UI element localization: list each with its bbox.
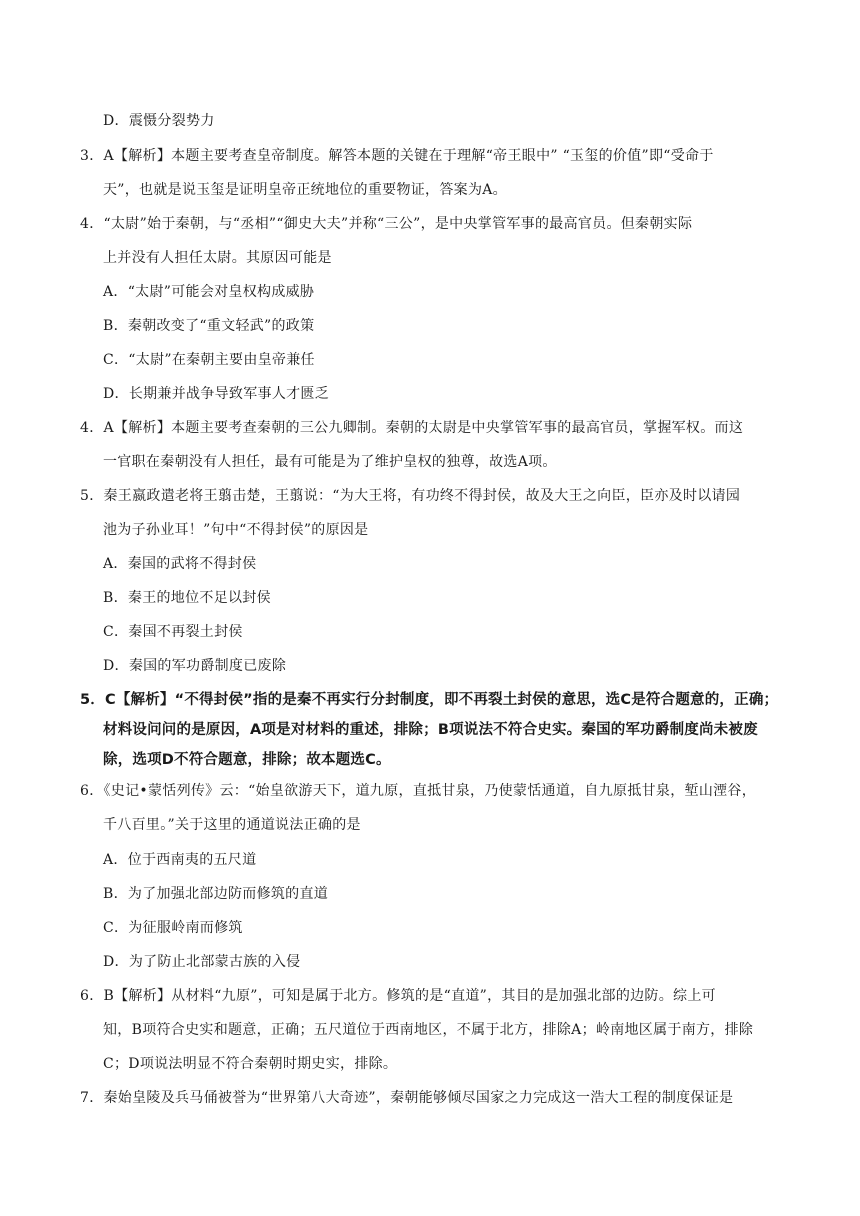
- text-line: 材料设问问的是原因，A项是对材料的重述，排除；B项说法不符合史实。秦国的军功爵制度尚未被废: [103, 722, 758, 738]
- question-stem: 4．“太尉”始于秦朝，与“丞相”“御史大夫”并称“三公”，是中央掌管军事的最高官员。但秦朝实际: [80, 216, 693, 232]
- question-stem: 上并没有人担任太尉。其原因可能是: [103, 250, 332, 266]
- text-line: 除，选项D不符合题意，排除；故本题选C。: [103, 752, 391, 768]
- question-stem: 6．《史记•蒙恬列传》云：“始皇欲游天下，道九原，直抵甘泉，乃使蒙恬通道，自九原抵甘泉，堑山湮谷，: [80, 783, 757, 799]
- option-a: A．位于西南夷的五尺道: [103, 852, 257, 868]
- text-line: 4．A【解析】本题主要考查秦朝的三公九卿制。秦朝的太尉是中央掌管军事的最高官员，掌握军权。而这: [80, 420, 744, 436]
- text-line: 6．B【解析】从材料“九原”，可知是属于北方。修筑的是“直道”，其目的是加强北部的边防。综上可: [80, 988, 716, 1004]
- option-c: C．“太尉”在秦朝主要由皇帝兼任: [103, 352, 315, 368]
- option-a: A．秦国的武将不得封侯: [103, 556, 257, 572]
- text-line: 天”，也就是说玉玺是证明皇帝正统地位的重要物证，答案为A。: [103, 182, 507, 198]
- text-line: 3．A【解析】本题主要考查皇帝制度。解答本题的关键在于理解“帝王眼中” “玉玺的价值”即“受命于: [80, 148, 714, 164]
- option-b: B．为了加强北部边防而修筑的直道: [103, 886, 329, 902]
- question-stem: 5．秦王嬴政遣老将王翦击楚，王翦说：“为大王将，有功终不得封侯，故及大王之向臣，臣亦及时以请园: [80, 488, 741, 504]
- text-line: 一官职在秦朝没有人担任，最有可能是为了维护皇权的独尊，故选A项。: [103, 454, 557, 470]
- text-line: 知，B项符合史实和题意，正确；五尺道位于西南地区，不属于北方，排除A；岭南地区属于南方，排除: [103, 1022, 754, 1038]
- option-c: C．秦国不再裂土封侯: [103, 624, 243, 640]
- question-stem: 千八百里。”关于这里的通道说法正确的是: [103, 817, 361, 833]
- option-a: A．“太尉”可能会对皇权构成威胁: [103, 284, 315, 300]
- option-b: B．秦朝改变了“重文轻武”的政策: [103, 318, 315, 334]
- option-b: B．秦王的地位不足以封侯: [103, 590, 271, 606]
- option-c: C．为征服岭南而修筑: [103, 920, 243, 936]
- option-d: D．长期兼并战争导致军事人才匮乏: [103, 386, 330, 402]
- text-line: 5．C【解析】“不得封侯”指的是秦不再实行分封制度，即不再裂土封侯的意思，选C是符合题意的，正确；: [80, 692, 779, 708]
- text-line: C；D项说法明显不符合秦朝时期史实，排除。: [103, 1056, 398, 1072]
- option-d: D．秦国的军功爵制度已废除: [103, 658, 287, 674]
- text-line: D．震慑分裂势力: [103, 113, 215, 129]
- question-stem: 7．秦始皇陵及兵马俑被誉为“世界第八大奇迹”，秦朝能够倾尽国家之力完成这一浩大工程的制度保证是: [80, 1090, 734, 1106]
- option-d: D．为了防止北部蒙古族的入侵: [103, 954, 301, 970]
- question-stem: 池为子孙业耳！”句中“不得封侯”的原因是: [103, 522, 369, 538]
